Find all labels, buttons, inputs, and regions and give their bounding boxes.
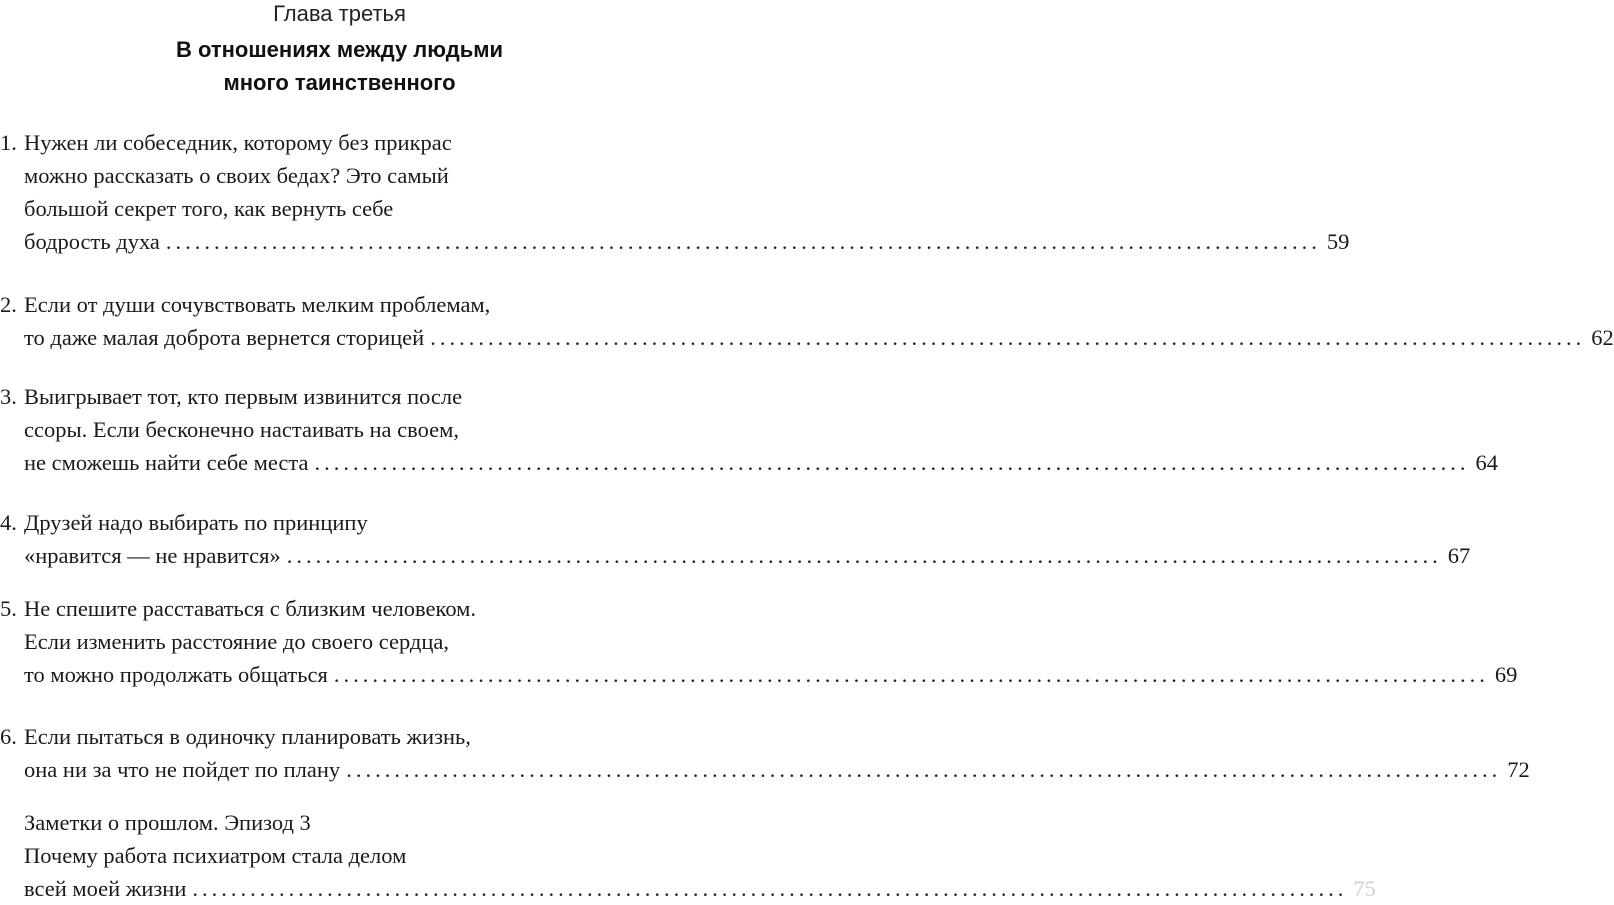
- toc-entry-line: [0, 126, 679, 159]
- toc-entry-line: [0, 288, 679, 321]
- toc-entry-last-line: [0, 321, 1614, 354]
- toc-entry[interactable]: [0, 720, 1530, 786]
- toc-entry-number: 6.: [0, 724, 17, 749]
- toc-entry-text: Заметки о прошлом. Эпизод 3: [24, 810, 311, 835]
- toc-page-number: 72: [1507, 757, 1530, 782]
- toc-entry-text: можно рассказать о своих бедах? Это самый: [24, 163, 449, 188]
- chapter-title-line-2: много таинственного: [223, 70, 456, 95]
- toc-entry-number: 4.: [0, 510, 17, 535]
- toc-entry-text: ссоры. Если бесконечно настаивать на своем,: [24, 417, 459, 442]
- toc-page-number: 64: [1475, 450, 1498, 475]
- toc-entry[interactable]: [0, 592, 1518, 691]
- toc-entry-line: [0, 806, 679, 839]
- toc-entry-last-line: [0, 446, 1498, 479]
- toc-entry-text: Не спешите расставаться с близким человеком.: [24, 596, 476, 621]
- toc-entry-text: бодрость духа: [24, 229, 160, 254]
- leader-dots: ........................................................................................................................: [430, 325, 1586, 350]
- toc-entry-line: [0, 720, 679, 753]
- toc-entry-text: не сможешь найти себе места: [24, 450, 309, 475]
- toc-entry[interactable]: [0, 288, 1614, 354]
- toc-entry-line: [0, 506, 679, 539]
- leader-dots: ........................................................................................................................: [165, 229, 1321, 254]
- toc-page-number: 59: [1326, 229, 1350, 254]
- toc-entry-line: [0, 380, 679, 413]
- leader-dots: ........................................................................................................................: [286, 543, 1442, 568]
- toc-page-number: 69: [1494, 662, 1518, 687]
- toc-entry-number: 5.: [0, 596, 17, 621]
- toc-entry-text: она ни за что не пойдет по плану: [24, 757, 341, 782]
- leader-dots: ........................................................................................................................: [192, 876, 1348, 901]
- toc-entry-text: Почему работа психиатром стала делом: [24, 843, 407, 868]
- toc-entry-last-line: [0, 225, 1350, 258]
- toc-entry-number: 1.: [0, 130, 17, 155]
- toc-entry-text: то можно продолжать общаться: [24, 662, 328, 687]
- toc-entry-last-line: [0, 872, 1376, 905]
- toc-entry-text: Если изменить расстояние до своего сердца,: [24, 629, 450, 654]
- toc-entry-text: большой секрет того, как вернуть себе: [24, 196, 394, 221]
- toc-entry-number: 2.: [0, 292, 17, 317]
- toc-entry-line: [0, 159, 679, 192]
- toc-entry[interactable]: [0, 126, 1350, 258]
- toc-entry-text: то даже малая доброта вернется сторицей: [24, 325, 425, 350]
- chapter-label: Глава третья: [273, 1, 406, 26]
- toc-entry-text: Если пытаться в одиночку планировать жизнь,: [24, 724, 471, 749]
- toc-entry[interactable]: [0, 806, 1376, 905]
- toc-entry-text: всей моей жизни: [24, 876, 187, 901]
- toc-page-number: 62: [1591, 325, 1614, 350]
- toc-entry-last-line: [0, 658, 1518, 691]
- toc-entry-line: [0, 625, 679, 658]
- toc-entry-text: Если от души сочувствовать мелким проблемам,: [24, 292, 491, 317]
- leader-dots: ........................................................................................................................: [314, 450, 1470, 475]
- toc-entry-last-line: [0, 753, 1530, 786]
- toc-entry-line: [0, 192, 679, 225]
- toc-entry-last-line: [0, 539, 1471, 572]
- leader-dots: ........................................................................................................................: [333, 662, 1489, 687]
- toc-page-number: 67: [1447, 543, 1471, 568]
- toc-entry-line: [0, 592, 679, 625]
- toc-entry[interactable]: [0, 380, 1498, 479]
- toc-entry-text: Нужен ли собеседник, которому без прикрас: [24, 130, 452, 155]
- toc-entry-text: «нравится — не нравится»: [24, 543, 281, 568]
- toc-entry-line: [0, 839, 679, 872]
- toc-entry-number: 3.: [0, 384, 17, 409]
- toc-entry-text: Выигрывает тот, кто первым извинится после: [24, 384, 463, 409]
- chapter-title-line-1: В отношениях между людьми: [175, 37, 504, 62]
- leader-dots: ........................................................................................................................: [346, 757, 1502, 782]
- toc-entry[interactable]: [0, 506, 1471, 572]
- chapter-title: [0, 33, 679, 99]
- toc-entry-line: [0, 413, 679, 446]
- toc-page-number: 75: [1353, 876, 1376, 901]
- toc-entry-text: Друзей надо выбирать по принципу: [24, 510, 368, 535]
